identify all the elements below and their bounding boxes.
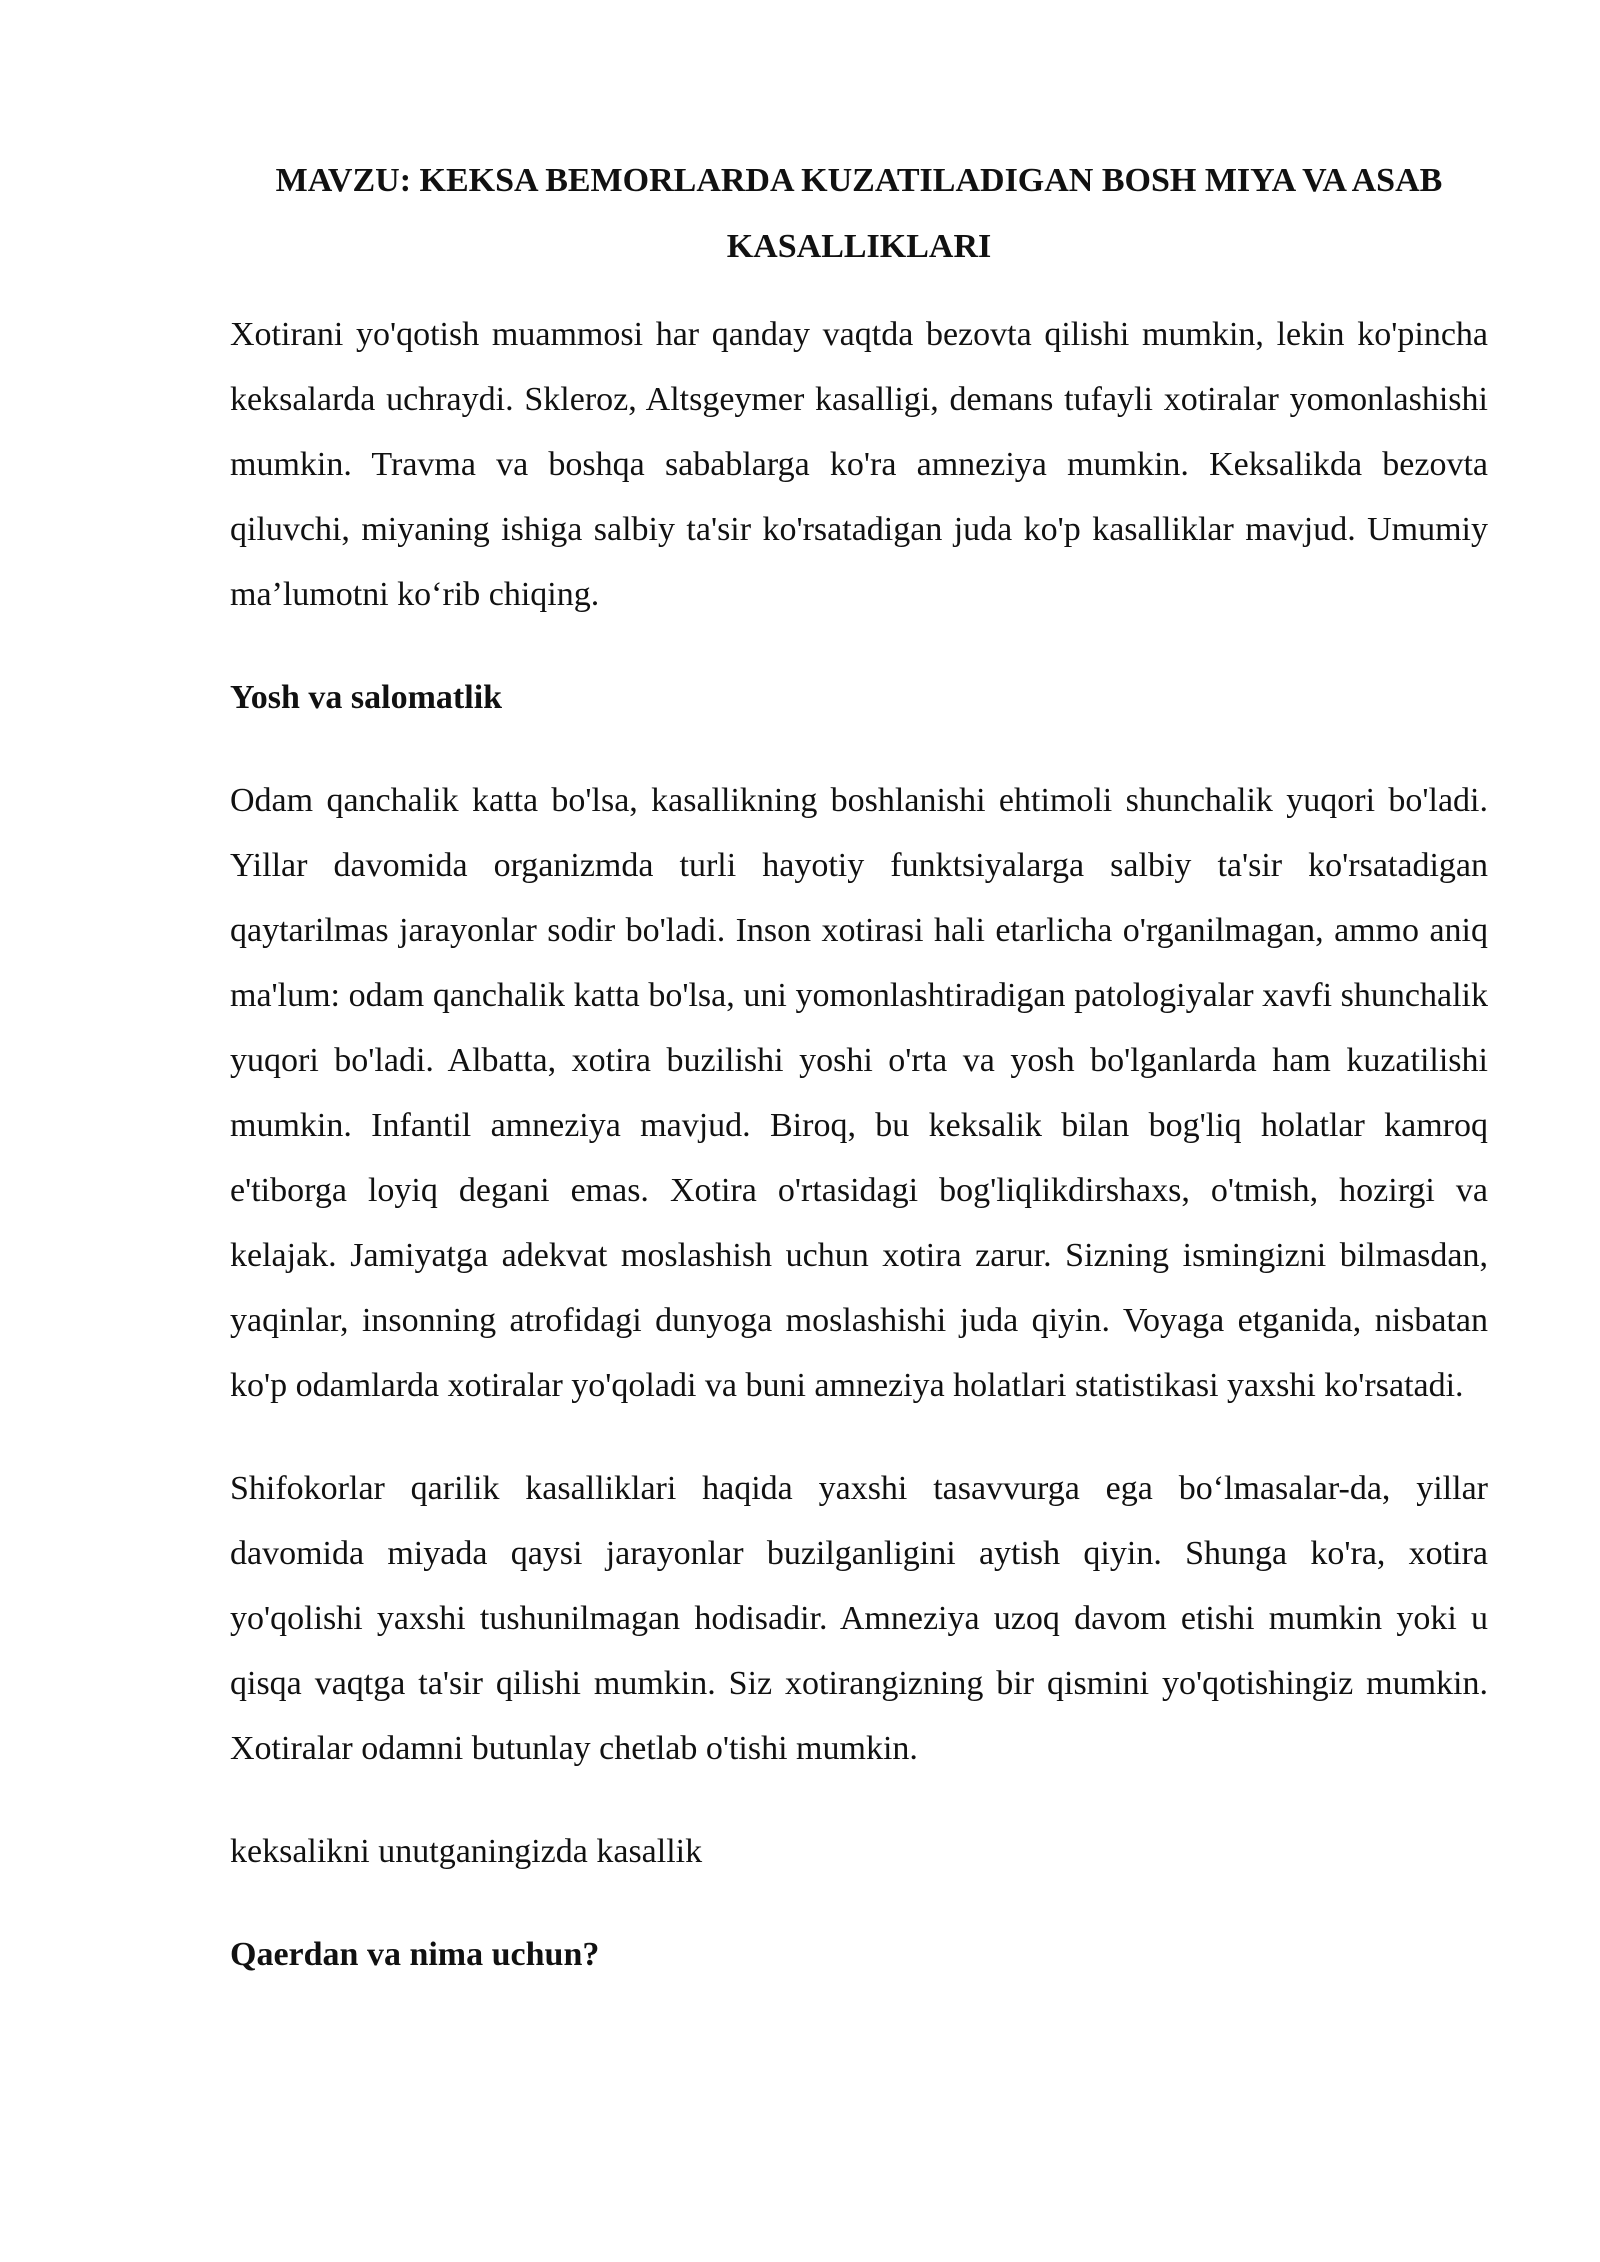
document-page <box>230 148 1488 2025</box>
plain-line: keksalikni unutganingizda kasallik <box>230 1833 703 1870</box>
paragraph-age-health: Odam qanchalik katta bo'lsa, kasallikning boshlanishi ehtimoli shunchalik yuqori bo'ladi. Yillar davomida organizmda turli hayotiy funktsiyalarga salbiy ta'sir ko'rsatadigan qaytarilmas jarayonlar sodir bo'ladi. Inson xotirasi hali etarlicha o'rganilmagan, ammo aniq ma'lum: odam qanchalik katta bo'lsa, uni yomonlashtiradigan patologiyalar xavfi shunchalik yuqori bo'ladi. Albatta, xotira buzilishi yoshi o'rta va yosh bo'lganlarda ham kuzatilishi mumkin. Infantil amneziya mavjud. Biroq, bu keksalik bilan bog'liq holatlar kamroq e'tiborga loyiq degani emas. Xotira o'rtasidagi bog'liqlikdirshaxs, o'tmish, hozirgi va kelajak. Jamiyatga adekvat moslashish uchun xotira zarur. Sizning ismingizni bilmasdan, yaqinlar, insonning atrofidagi dunyoga moslashishi juda qiyin. Voyaga etganida, nisbatan ko'p odamlarda xotiralar yo'qoladi va buni amneziya holatlari statistikasi yaxshi ko'rsatadi. <box>230 782 1488 1404</box>
section-heading-age-health: Yosh va salomatlik <box>230 679 503 716</box>
paragraph-doctors: Shifokorlar qarilik kasalliklari haqida yaxshi tasavvurga ega bo‘lmasalar-da, yillar davomida miyada qaysi jarayonlar buzilganligini aytish qiyin. Shunga ko'ra, xotira yo'qolishi yaxshi tushunilmagan hodisadir. Amneziya uzoq davom etishi mumkin yoki u qisqa vaqtga ta'sir qilishi mumkin. Siz xotirangizning bir qismini yo'qotishingiz mumkin. Xotiralar odamni butunlay chetlab o'tishi mumkin. <box>230 1470 1488 1767</box>
document-title: MAVZU: KEKSA BEMORLARDA KUZATILADIGAN BOSH MIYA VA ASAB KASALLIKLARI <box>275 162 1443 265</box>
section-heading-where-why: Qaerdan va nima uchun? <box>230 1936 600 1973</box>
paragraph-intro: Xotirani yo'qotish muammosi har qanday vaqtda bezovta qilishi mumkin, lekin ko'pincha keksalarda uchraydi. Skleroz, Altsgeymer kasalligi, demans tufayli xotiralar yomonlashishi mumkin. Travma va boshqa sabablarga ko'ra amneziya mumkin. Keksalikda bezovta qiluvchi, miyaning ishiga salbiy ta'sir ko'rsatadigan juda ko'p kasalliklar mavjud. Umumiy ma’lumotni ko‘rib chiqing. <box>230 316 1488 613</box>
